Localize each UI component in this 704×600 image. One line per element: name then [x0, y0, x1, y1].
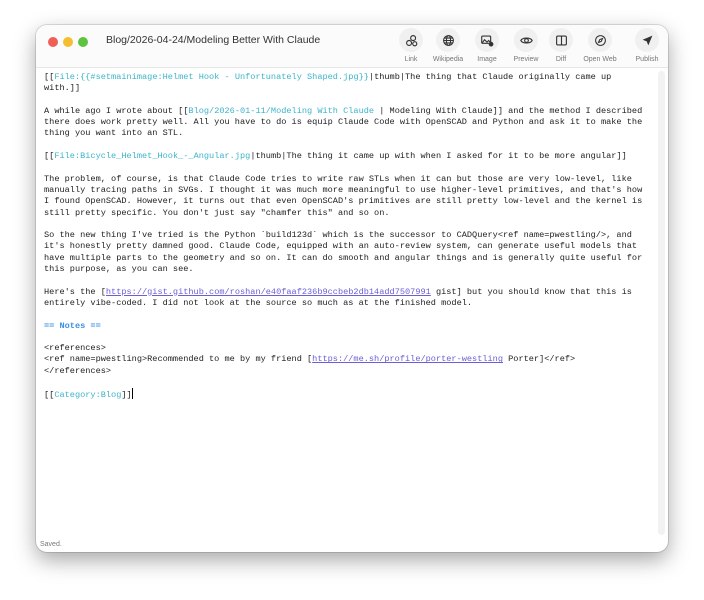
image-icon: [475, 28, 499, 52]
text-segment: ]]: [121, 390, 132, 400]
toolbar-button-diff[interactable]: [541, 28, 581, 63]
text-segment: | Modeling With Claude]] and the method I described: [374, 105, 643, 116]
toolbar-button-label: Link: [404, 56, 418, 63]
editor-line: [44, 196, 652, 207]
text-segment: </references>: [44, 365, 112, 376]
editor-line: [44, 185, 652, 196]
toolbar-button-link[interactable]: [391, 28, 431, 63]
editor-line: [44, 298, 652, 309]
editor-line: [44, 117, 652, 128]
text-segment: gist] but you should know that this is: [430, 286, 632, 297]
wiki-link[interactable]: Category:Blog: [54, 390, 122, 400]
toolbar-button-preview[interactable]: [506, 28, 546, 63]
wiki-link[interactable]: File:{{#setmainimage:Helmet Hook - Unfortunately Shaped.jpg}}: [54, 72, 369, 82]
editor-line: [44, 151, 652, 162]
editor-line: [44, 174, 652, 185]
editor-line: [44, 321, 652, 332]
toolbar-button-label: Wikipedia: [432, 56, 464, 63]
editor-line: [44, 377, 652, 388]
text-segment: Porter]</ref>: [502, 354, 576, 365]
editor-line: [44, 287, 652, 298]
editor-line: [44, 128, 652, 139]
toolbar-button-image[interactable]: [467, 28, 507, 63]
text-segment: <references>: [44, 343, 106, 354]
editor-line: [44, 388, 652, 399]
compass-icon: [588, 28, 612, 52]
text-segment: The problem, of course, is that Claude Code tries to write raw STLs when it can but those are very low-level, like: [44, 173, 632, 184]
text-segment: So the new thing I've tried is the Python `build123d` which is the successor to CADQuery<ref name=pwestling/>, and: [44, 230, 632, 241]
editor-line: [44, 264, 652, 275]
text-segment: there does work pretty well. All you have to do is equip Claude Code with OpenSCAD and Python and ask it to make the: [44, 117, 643, 128]
text-segment: with.]]: [44, 83, 81, 94]
toolbar-button-label: Preview: [513, 56, 539, 63]
text-segment: still pretty specific. You don't just say "chamfer this" and so on.: [44, 207, 390, 218]
editor-line: [44, 140, 652, 151]
text-segment: <ref name=pwestling>Recommended to me by my friend [: [44, 354, 313, 365]
editor-line: [44, 354, 652, 365]
minimize-button[interactable]: [63, 37, 73, 47]
editor-line: [44, 241, 652, 252]
send-icon: [635, 28, 659, 52]
text-segment: have multiple parts to the geometry and so on. It can do smooth and angular things and is generally quite useful for: [44, 252, 643, 263]
wikitext-editor[interactable]: [44, 72, 652, 400]
text-segment: entirely vibe-coded. I did not look at the source so much as at the finished model.: [44, 297, 473, 308]
editor-line: [44, 219, 652, 230]
editor-line: [44, 275, 652, 286]
text-segment: I found OpenSCAD. However, it turns out that even OpenSCAD's primitives are still pretty low-level and the kernel is: [44, 196, 643, 207]
link-icon: [399, 28, 423, 52]
wiki-link[interactable]: Blog/2026-01-11/Modeling With Claude: [188, 105, 375, 116]
text-segment: [[: [44, 390, 55, 400]
editor-line: [44, 106, 652, 117]
text-segment: manually tracing paths in SVGs. I thought it was much more meaningful to use higher-level primitives, and that's how: [44, 184, 643, 195]
text-segment: thing you want into an STL.: [44, 128, 184, 139]
status-text: Saved.: [40, 541, 62, 548]
eye-icon: [514, 28, 538, 52]
globe-icon: [436, 28, 460, 52]
text-segment: Here's the [: [44, 286, 106, 297]
editor-line: [44, 309, 652, 320]
editor-line: [44, 253, 652, 264]
editor-line: [44, 366, 652, 377]
scrollbar[interactable]: [658, 71, 665, 535]
editor-line: [44, 208, 652, 219]
zoom-button[interactable]: [78, 37, 88, 47]
text-segment: it's honestly pretty damned good. Claude Code, equipped with an auto-review system, can generate useful models that: [44, 241, 638, 252]
editor-line: [44, 332, 652, 343]
editor-window: [36, 25, 668, 552]
wiki-link[interactable]: File:Bicycle_Helmet_Hook_-_Angular.jpg: [54, 151, 251, 162]
editor-line: [44, 162, 652, 173]
toolbar-button-open-web[interactable]: [580, 28, 620, 63]
text-segment: A while ago I wrote about [[: [44, 105, 189, 116]
text-segment: |thumb|The thing that Claude originally came up: [368, 72, 612, 82]
toolbar-button-label: Publish: [635, 56, 659, 63]
text-segment: this purpose, as you can see.: [44, 264, 194, 275]
editor-line: [44, 72, 652, 83]
text-segment: [[: [44, 151, 55, 162]
toolbar-button-label: Diff: [555, 56, 567, 63]
editor-line: [44, 95, 652, 106]
external-link[interactable]: https://me.sh/profile/porter-westling: [312, 354, 503, 365]
section-heading: == Notes ==: [44, 320, 101, 331]
toolbar-button-publish[interactable]: [627, 28, 667, 63]
text-segment: [[: [44, 72, 55, 82]
text-segment: |thumb|The thing it came up with when I asked for it to be more angular]]: [250, 151, 627, 162]
editor-line: [44, 230, 652, 241]
toolbar-button-wikipedia[interactable]: [428, 28, 468, 63]
editor-line: [44, 83, 652, 94]
split-view-icon: [549, 28, 573, 52]
toolbar-button-label: Open Web: [583, 56, 617, 63]
text-caret: [132, 388, 133, 399]
external-link[interactable]: https://gist.github.com/roshan/e40faaf236b9ccbeb2db14add7507991: [105, 286, 431, 297]
window-title: Blog/2026-04-24/Modeling Better With Claude: [106, 34, 321, 46]
toolbar-button-label: Image: [477, 56, 497, 63]
close-button[interactable]: [48, 37, 58, 47]
editor-line: [44, 343, 652, 354]
title-bar: [36, 25, 668, 68]
